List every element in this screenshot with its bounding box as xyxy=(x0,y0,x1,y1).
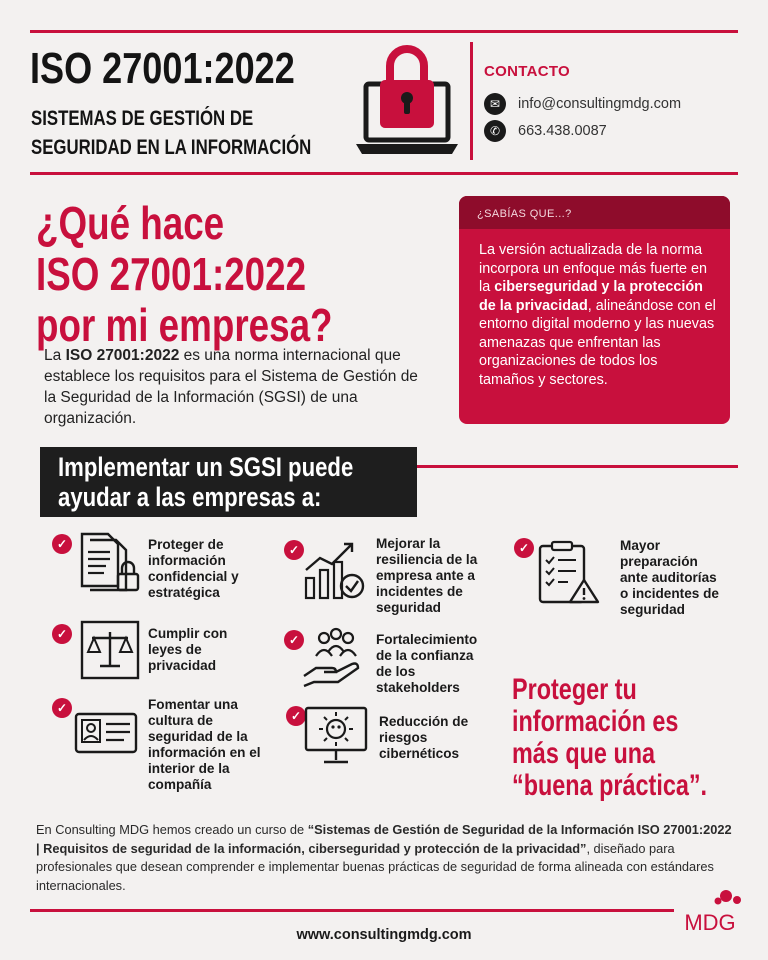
slogan-line: Proteger tu xyxy=(512,673,637,706)
callout-heading: ¿SABÍAS QUE...? xyxy=(459,196,730,229)
intro-paragraph: La ISO 27001:2022 es una norma internacional que establece los requisitos para el Sistema de Gestión de la Seguridad de la Información (SGSI) de una organización. xyxy=(44,347,418,427)
law-scale-icon xyxy=(78,618,142,682)
benefit-label: Proteger de información confidencial y estratégica xyxy=(148,537,239,600)
question-heading xyxy=(36,198,333,351)
contact-heading: CONTACTO xyxy=(484,63,571,80)
people-hand-icon xyxy=(302,626,366,690)
page-title: ISO 27001:2022 xyxy=(30,44,295,93)
check-icon: ✓ xyxy=(286,706,306,726)
phone-icon: ✆ xyxy=(484,120,506,142)
benefit-label: Reducción de riesgos cibernéticos xyxy=(379,714,469,761)
slogan xyxy=(512,674,707,802)
laptop-padlock-icon xyxy=(352,40,462,158)
check-icon: ✓ xyxy=(52,534,72,554)
slogan-line: información es xyxy=(512,705,679,738)
subtitle-line: SEGURIDAD EN LA INFORMACIÓN xyxy=(31,136,312,159)
banner-line: Implementar un SGSI puede xyxy=(58,452,354,482)
benefits-banner-text xyxy=(58,452,353,512)
phone-text[interactable]: 663.438.0087 xyxy=(518,123,607,139)
benefit-label: Mejorar la resiliencia de la empresa ante a incidentes de seguridad xyxy=(376,536,478,615)
did-you-know-callout xyxy=(459,196,730,424)
documents-lock-icon xyxy=(78,530,142,594)
page-subtitle xyxy=(31,104,311,162)
contact-email xyxy=(484,93,681,115)
question-line: ¿Qué hace xyxy=(36,197,225,249)
top-rule xyxy=(30,30,738,33)
benefit-label: Mayor preparación ante auditorías o incidentes de seguridad xyxy=(620,538,719,617)
slogan-line: “buena práctica”. xyxy=(512,769,708,802)
check-icon: ✓ xyxy=(52,698,72,718)
banner-rule xyxy=(417,465,738,468)
checklist-warning-icon xyxy=(536,540,600,604)
footer-rule xyxy=(30,909,674,912)
check-icon: ✓ xyxy=(284,630,304,650)
course-paragraph: En Consulting MDG hemos creado un curso de “Sistemas de Gestión de Seguridad de la Información ISO 27001:2022 | Requisitos de seguridad de la información, ciberseguridad y protección de la privacidad”, diseñado para profesionales que desean comprender e implementar buenas prácticas de seguridad de forma alineada con estándares internacionales. xyxy=(36,822,732,893)
check-icon: ✓ xyxy=(284,540,304,560)
slogan-line: más que una xyxy=(512,737,656,770)
website-link[interactable]: www.consultingmdg.com xyxy=(296,927,472,943)
question-line: por mi empresa? xyxy=(36,299,333,351)
envelope-icon: ✉ xyxy=(484,93,506,115)
banner-line: ayudar a las empresas a: xyxy=(58,482,322,512)
check-icon: ✓ xyxy=(514,538,534,558)
header-bottom-rule xyxy=(30,172,738,175)
growth-chart-icon xyxy=(302,538,366,602)
virus-monitor-icon xyxy=(304,702,368,766)
email-text[interactable]: info@consultingmdg.com xyxy=(518,96,682,112)
header-divider xyxy=(470,42,473,160)
question-line: ISO 27001:2022 xyxy=(36,248,307,300)
id-card-icon xyxy=(74,700,138,764)
benefit-label: Cumplir con leyes de privacidad xyxy=(148,626,228,673)
benefit-label: Fomentar una cultura de seguridad de la información en el interior de la compañía xyxy=(148,697,261,792)
callout-text: La versión actualizada de la norma incorpora un enfoque más fuerte en la ciberseguridad y la protección de la privacidad, alineándose con el entorno digital moderno y las nuevas amenazas que enfrentan las organizaciones de todos los tamaños y sectores. xyxy=(479,242,716,388)
benefit-label: Fortalecimiento de la confianza de los stakeholders xyxy=(376,632,478,695)
contact-phone xyxy=(484,120,607,142)
logo-text: MDG xyxy=(684,910,736,935)
check-icon: ✓ xyxy=(52,624,72,644)
subtitle-line: SISTEMAS DE GESTIÓN DE xyxy=(31,107,254,130)
